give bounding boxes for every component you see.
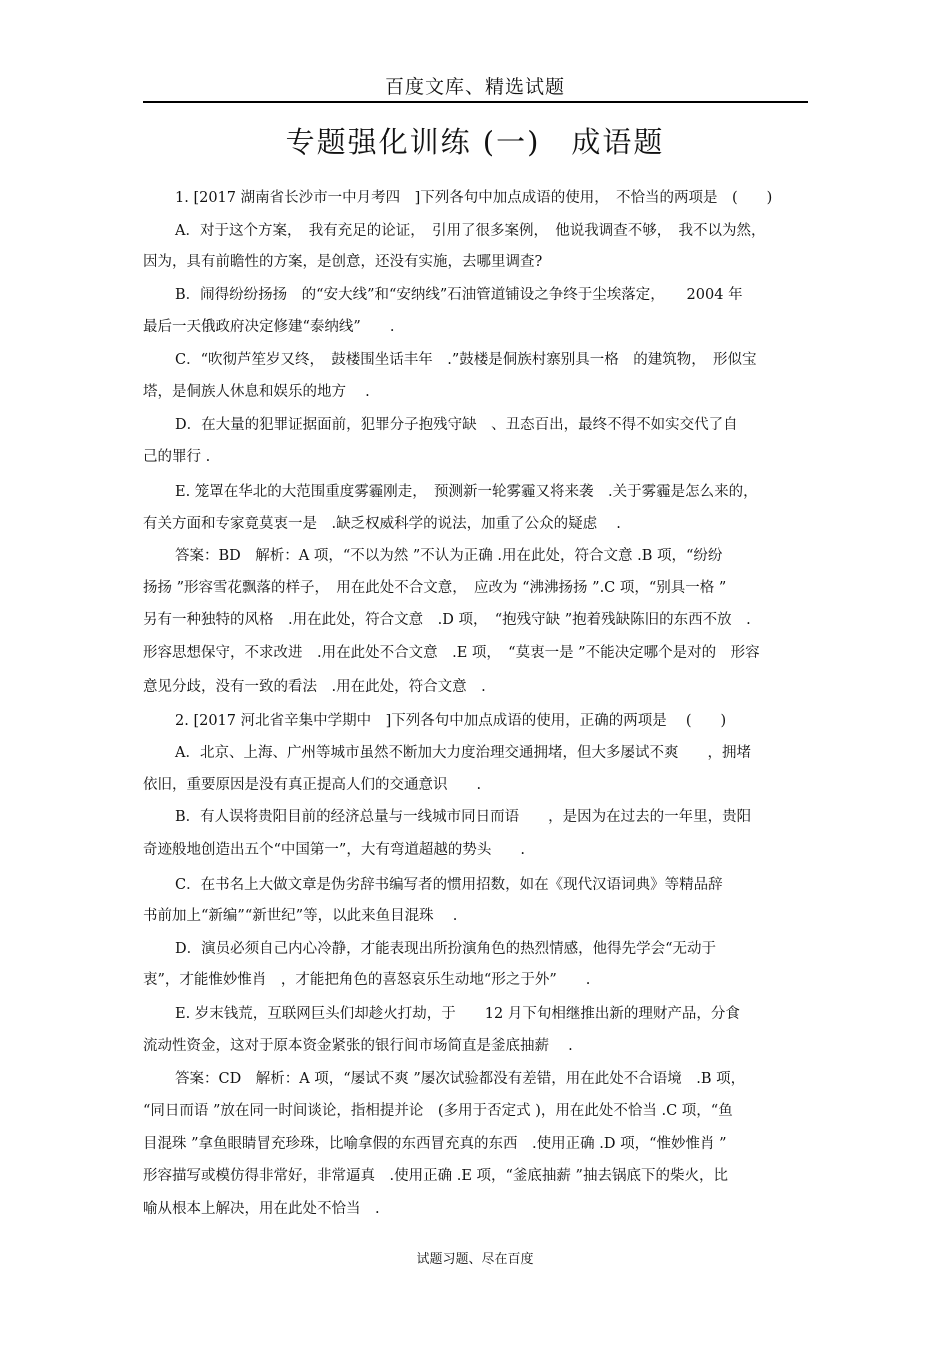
q1-answer-line2: 扬扬 ”形容雪花飘落的样子， 用在此处不合文意， 应改为 “沸沸扬扬 ”.C 项，“别具一格 ”	[143, 580, 727, 596]
q1-answer-line3: 另有一种独特的风格 .用在此处，符合文意 .D 项， “抱残守缺 ”抱着残缺陈旧的东西不放 .	[143, 612, 751, 628]
document-title: 专题强化训练 (一) 成语题	[285, 125, 665, 159]
q1-option-a-line2: 因为，具有前瞻性的方案，是创意，还没有实施，去哪里调查?	[143, 254, 543, 270]
header-divider	[143, 101, 808, 103]
page-header-title: 百度文库、精选试题	[384, 76, 565, 98]
q2-option-d-line2: 衷”，才能惟妙惟肖 ，才能把角色的喜怒哀乐生动地“形之于外” .	[143, 972, 591, 988]
q1-option-d-line1: D．在大量的犯罪证据面前，犯罪分子抱残守缺 、丑态百出，最终不得不如实交代了自	[175, 417, 738, 433]
q2-answer-line2: “同日而语 ”放在同一时间谈论，指相提并论 (多用于否定式 )，用在此处不恰当 .C 项，“鱼	[143, 1103, 733, 1119]
q1-option-c-line1: C．“吹彻芦笙岁又终， 鼓楼围坐话丰年 .”鼓楼是侗族村寨别具一格 的建筑物， 形似宝	[175, 352, 757, 368]
question-2-stem: 2. [2017 河北省辛集中学期中 ]下列各句中加点成语的使用，正确的两项是 ( )	[175, 713, 727, 729]
q1-option-b-line2: 最后一天俄政府决定修建“泰纳线” .	[143, 319, 395, 335]
q1-option-c-line2: 塔，是侗族人休息和娱乐的地方 .	[143, 384, 370, 400]
q1-option-e-line2: 有关方面和专家竟莫衷一是 .缺乏权威科学的说法，加重了公众的疑虑 .	[143, 516, 621, 532]
q2-answer-line1: 答案：CD 解析：A 项，“屡试不爽 ”屡次试验都没有差错，用在此处不合语境 .B 项，	[175, 1071, 746, 1087]
q2-option-d-line1: D．演员必须自己内心冷静，才能表现出所扮演角色的热烈情感，他得先学会“无动于	[175, 941, 717, 957]
q1-answer-line4: 形容思想保守，不求改进 .用在此处不合文意 .E 项， “莫衷一是 ”不能决定哪个是对的 形容	[143, 645, 760, 661]
q2-answer-line5: 喻从根本上解决，用在此处不恰当 .	[143, 1201, 380, 1217]
q1-answer-line1: 答案：BD 解析：A 项，“不以为然 ”不认为正确 .用在此处，符合文意 .B 项，“纷纷	[175, 548, 723, 564]
q1-answer-line5: 意见分歧，没有一致的看法 .用在此处，符合文意 .	[143, 679, 486, 695]
q2-answer-line4: 形容描写或模仿得非常好，非常逼真 .使用正确 .E 项，“釜底抽薪 ”抽去锅底下的柴火，比	[143, 1168, 728, 1184]
q2-option-c-line1: C．在书名上大做文章是伪劣辞书编写者的惯用招数，如在《现代汉语词典》等精品辞	[175, 877, 723, 893]
q2-option-e-line2: 流动性资金，这对于原本资金紧张的银行间市场简直是釜底抽薪 .	[143, 1038, 573, 1054]
q2-option-c-line2: 书前加上“新编”“新世纪”等，以此来鱼目混珠 .	[143, 908, 458, 924]
q2-option-a-line1: A．北京、上海、广州等城市虽然不断加大力度治理交通拥堵，但大多屡试不爽 ，拥堵	[175, 745, 751, 761]
q2-answer-line3: 目混珠 ”拿鱼眼睛冒充珍珠，比喻拿假的东西冒充真的东西 .使用正确 .D 项，“惟妙惟肖 ”	[143, 1136, 727, 1152]
q1-option-a-line1: A．对于这个方案， 我有充足的论证， 引用了很多案例， 他说我调查不够， 我不以为然，	[175, 223, 766, 239]
q2-option-a-line2: 依旧，重要原因是没有真正提高人们的交通意识 .	[143, 777, 482, 793]
q2-option-b-line1: B．有人误将贵阳目前的经济总量与一线城市同日而语 ，是因为在过去的一年里，贵阳	[175, 809, 752, 825]
q1-option-e-line1: E. 笼罩在华北的大范围重度雾霾刚走， 预测新一轮雾霾又将来袭 .关于雾霾是怎么来的，	[175, 484, 758, 500]
q1-option-b-line1: B．闹得纷纷扬扬 的“安大线”和“安纳线”石油管道铺设之争终于尘埃落定， 2004 年	[175, 287, 743, 303]
q1-option-d-line2: 己的罪行 .	[143, 449, 211, 465]
q2-option-b-line2: 奇迹般地创造出五个“中国第一”，大有弯道超越的势头 .	[143, 842, 525, 858]
q2-option-e-line1: E. 岁末钱荒，互联网巨头们却趁火打劫，于 12 月下旬相继推出新的理财产品，分食	[175, 1006, 740, 1022]
page-footer: 试题习题、尽在百度	[416, 1252, 534, 1267]
question-1-stem: 1. [2017 湖南省长沙市一中月考四 ]下列各句中加点成语的使用， 不恰当的两项是 ( )	[175, 190, 773, 206]
